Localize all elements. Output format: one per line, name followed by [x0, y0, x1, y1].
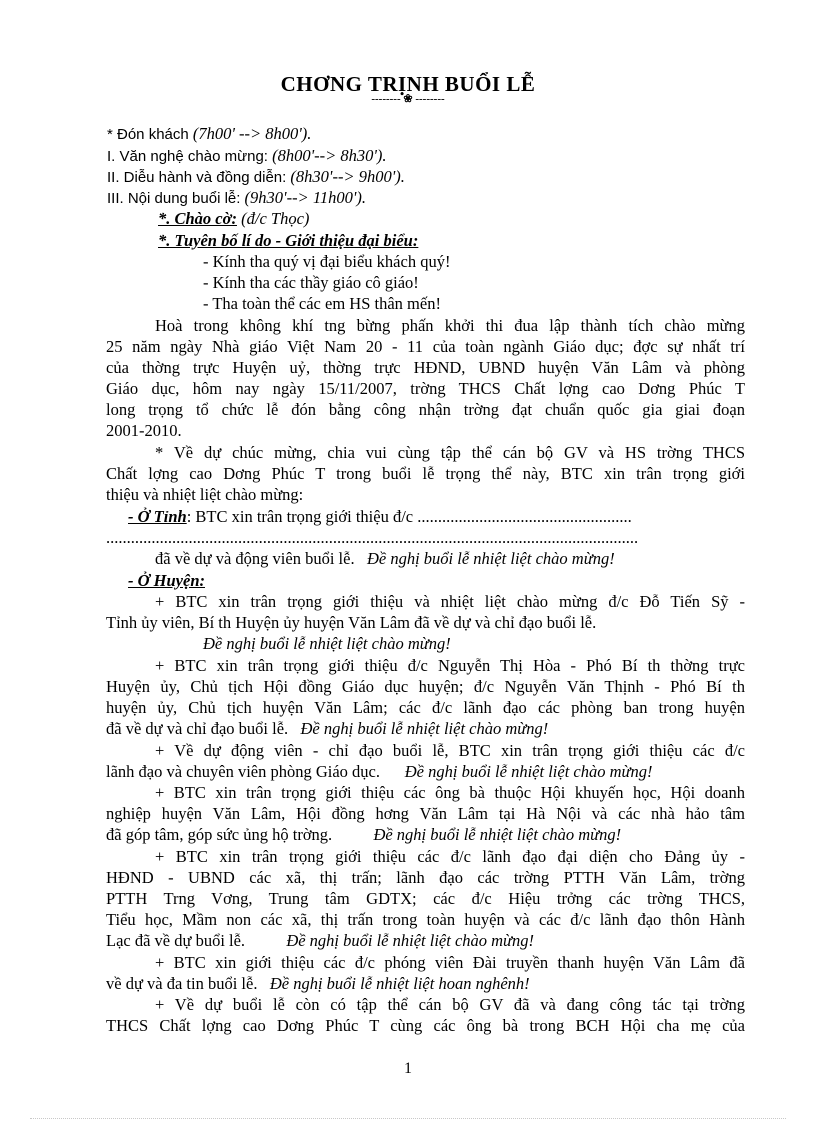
item3-line: + Về dự động viên - chỉ đạo buổi lễ, BTC xin trân trọng giới thiệu các đ/c: [155, 741, 745, 760]
para2-line: * Về dự chúc mừng, chia vui cùng tập thể cán bộ GV và HS trờng THCS: [155, 443, 745, 462]
para2-line: thiệu và nhiệt liệt chào mừng:: [106, 485, 304, 504]
schedule-content: [0, 188, 816, 208]
item6-cheer: Đề nghị buổi lễ nhiệt liệt hoan nghênh!: [269, 974, 530, 993]
announce-line: [0, 231, 816, 251]
item7-line: THCS Chất lợng cao Dơng Phúc T cùng các ông bà trong BCH Hội cha mẹ của: [106, 1016, 745, 1035]
art-label: I. Văn nghệ chào mừng:: [107, 148, 268, 165]
district-line: [0, 571, 816, 591]
item4-cheer: Đề nghị buổi lễ nhiệt liệt chào mừng!: [373, 825, 622, 844]
item1-cheer: Đề nghị buổi lễ nhiệt liệt chào mừng!: [203, 634, 451, 653]
para1-line: Hoà trong không khí tng bừng phấn khởi thi đua lập thành tích chào mừng: [155, 316, 745, 335]
page-number: 1: [404, 1060, 412, 1077]
item2-line: + BTC xin trân trọng giới thiệu đ/c Nguyễn Thị Hòa - Phó Bí th thờng trực: [155, 656, 745, 675]
item5-line: Lạc đã về dự buổi lễ.: [106, 931, 246, 950]
item4-last-line: [0, 825, 816, 845]
art-time: (8h00'--> 8h30').: [272, 146, 387, 165]
item4-line: nghiệp huyện Văn Lâm, Hội đồng hơng Văn Lâm tại Hà Nội và các nhà hảo tâm: [106, 804, 745, 823]
item5-line: HĐND - UBND các xã, thị trấn; lãnh đạo các trờng PTTH Văn Lâm, trờng: [106, 868, 745, 887]
para2-line: Chất lợng cao Dơng Phúc T trong buổi lễ trọng thể này, BTC xin trân trọng giới: [106, 464, 745, 483]
province-dots-line: .................................................................................................................................: [106, 528, 639, 547]
province-line: [128, 507, 745, 527]
item5-line: + BTC xin trân trọng giới thiệu các đ/c lãnh đạo đại diện cho Đảng ủy -: [155, 847, 745, 866]
content-time: (9h30'--> 11h00').: [244, 188, 366, 207]
province-cont-line: [0, 549, 816, 569]
para1-line: 25 năm ngày Nhà giáo Việt Nam 20 - 11 của toàn ngành Giáo dục; đợc sự nhất trí: [106, 337, 745, 356]
greeting-1: - Kính tha quý vị đại biểu khách quý!: [203, 252, 451, 271]
item2-last-line: [0, 719, 816, 739]
item4-line: + BTC xin trân trọng giới thiệu các ông bà thuộc Hội khuyến học, Hội doanh: [155, 783, 745, 802]
item2-line: huyện ủy, Chủ tịch huyện Văn Lâm; các đ/c lãnh đạo các phòng ban trong huyện: [106, 698, 745, 717]
para1-line: của thờng trực Huyện uỷ, thờng trực HĐND, UBND huyện Văn Lâm và phòng: [106, 358, 745, 377]
item6-line: + BTC xin giới thiệu các đ/c phóng viên Đài truyền thanh huyện Văn Lâm đã: [155, 953, 745, 972]
parade-label: II. Diễu hành và đồng diễn:: [107, 169, 287, 186]
greeting-2: - Kính tha các thầy giáo cô giáo!: [203, 273, 419, 292]
para1-line: Giáo dục, hôm nay ngày 15/11/2007, trờng THCS Chất lợng cao Dơng Phúc T: [106, 379, 745, 398]
item6-line: về dự và đa tin buổi lễ.: [106, 974, 258, 993]
item3-cheer: Đề nghị buổi lễ nhiệt liệt chào mừng!: [404, 762, 653, 781]
para1-line: 2001-2010.: [106, 421, 182, 440]
title-ornament: -------- ❀ --------: [371, 93, 445, 105]
para1-line: long trọng tổ chức lễ đón bằng công nhận trờng đạt chuẩn quốc gia giai đoạn: [106, 400, 745, 419]
page-bottom-border: [30, 1118, 786, 1119]
province-label: - Ở Tỉnh: [128, 507, 187, 526]
district-label: - Ở Huyện:: [128, 571, 205, 590]
announce-label: *. Tuyên bố lí do - Giới thiệu đại biểu:: [158, 231, 419, 250]
province-cont: đã về dự và động viên buổi lễ.: [155, 549, 355, 568]
document-title: CHƠNG TRỊNH BUỔI LỄ: [280, 72, 536, 96]
welcome-label: * Đón khách: [107, 126, 189, 143]
schedule-art: [0, 146, 816, 166]
welcome-time: (7h00' --> 8h00').: [192, 124, 312, 143]
item5-line: PTTH Trng Vơng, Trung tâm GDTX; các đ/c Hiệu trởng các trờng THCS,: [106, 889, 745, 908]
item7-line: + Về dự buổi lễ còn có tập thể cán bộ GV đã và đang công tác tại trờng: [155, 995, 745, 1014]
salute-label: *. Chào cờ:: [158, 209, 237, 228]
item1-line: Tỉnh ủy viên, Bí th Huyện ủy huyện Văn Lâm đã về dự và chỉ đạo buổi lễ.: [106, 613, 597, 632]
greeting-3: - Tha toàn thể các em HS thân mến!: [203, 294, 441, 313]
item5-line: Tiểu học, Mầm non các xã, thị trấn trong toàn huyện và các đ/c lãnh đạo thôn Hành: [106, 910, 745, 929]
salute-text: (đ/c Thọc): [241, 209, 310, 228]
item3-line: lãnh đạo và chuyên viên phòng Giáo dục.: [106, 762, 381, 781]
province-cheer: Đề nghị buổi lễ nhiệt liệt chào mừng!: [366, 549, 615, 568]
item6-last-line: [0, 974, 816, 994]
content-label: III. Nội dung buổi lễ:: [107, 190, 241, 207]
province-text: : BTC xin trân trọng giới thiệu đ/c ....................................................: [186, 507, 632, 526]
item4-line: đã góp tâm, góp sức ủng hộ trờng.: [106, 825, 333, 844]
item1-line: + BTC xin trân trọng giới thiệu và nhiệt liệt chào mừng đ/c Đỗ Tiến Sỹ -: [155, 592, 745, 611]
schedule-welcome: [0, 124, 816, 144]
item3-last-line: [0, 762, 816, 782]
item5-cheer: Đề nghị buổi lễ nhiệt liệt chào mừng!: [286, 931, 535, 950]
salute-line: [0, 209, 816, 229]
schedule-parade: [0, 167, 816, 187]
parade-time: (8h30'--> 9h00').: [290, 167, 405, 186]
item2-line: Huyện ủy, Chủ tịch Hội đồng Giáo dục huyện; đ/c Nguyễn Văn Thịnh - Phó Bí th: [106, 677, 745, 696]
item2-cheer: Đề nghị buổi lễ nhiệt liệt chào mừng!: [300, 719, 549, 738]
item2-line: đã về dự và chỉ đạo buổi lễ.: [106, 719, 289, 738]
item5-last-line: [0, 931, 816, 951]
